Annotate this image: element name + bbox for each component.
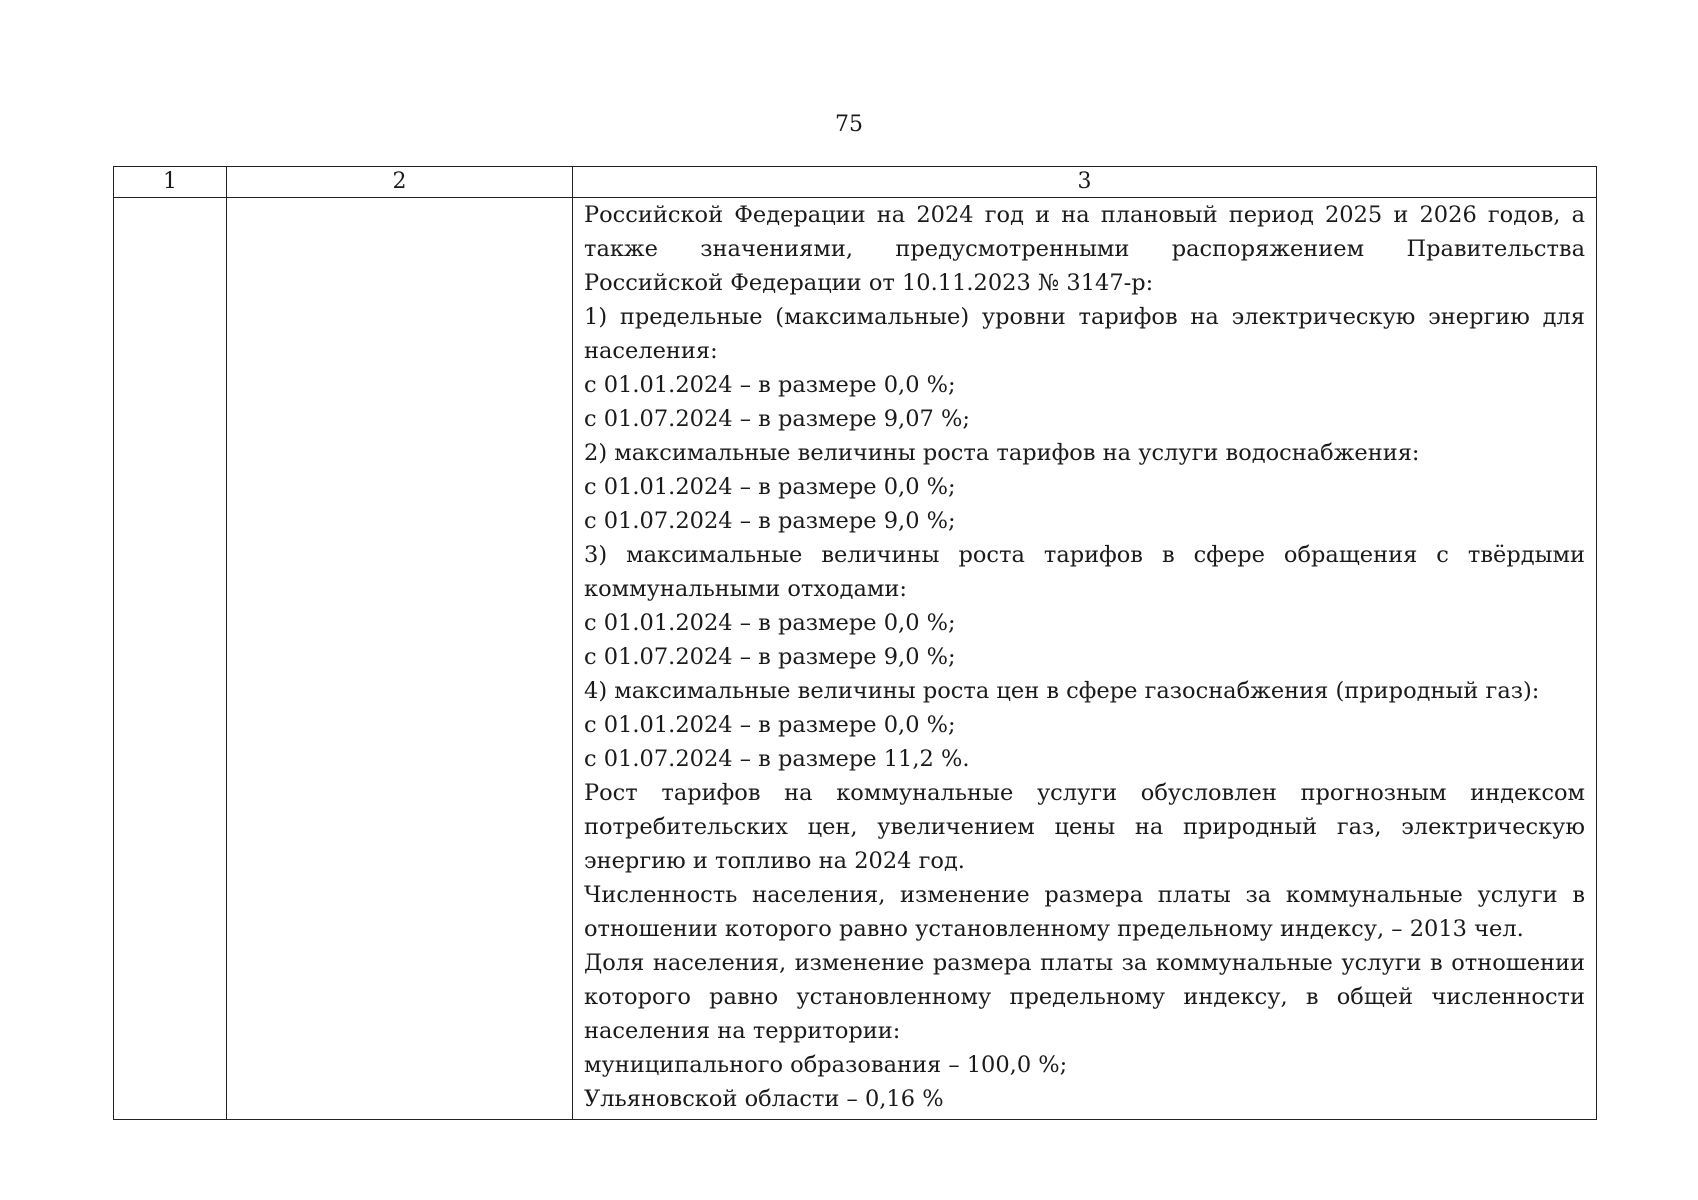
- column-header-2: 2: [227, 167, 573, 198]
- content-paragraph: с 01.01.2024 – в размере 0,0 %;: [584, 712, 956, 738]
- table-row: [114, 198, 1597, 1120]
- content-paragraph: 3) максимальные величины роста тарифов в сфере обращения с твёрдыми коммунальными отходами:: [584, 542, 1585, 602]
- table-cell-content: [573, 198, 1597, 1120]
- content-paragraph: 1) предельные (максимальные) уровни тарифов на электрическую энергию для населения:: [584, 304, 1585, 364]
- content-paragraph: 2) максимальные величины роста тарифов на услуги водоснабжения:: [584, 440, 1420, 466]
- content-paragraph: с 01.07.2024 – в размере 9,0 %;: [584, 508, 956, 534]
- content-paragraph: муниципального образования – 100,0 %;: [584, 1052, 1068, 1078]
- content-paragraph: с 01.01.2024 – в размере 0,0 %;: [584, 372, 956, 398]
- content-paragraph: Доля населения, изменение размера платы за коммунальные услуги в отношении которого равно установленному предельному индексу, в общей численности населения на территории:: [584, 950, 1585, 1044]
- content-paragraph: с 01.07.2024 – в размере 11,2 %.: [584, 746, 970, 772]
- content-paragraph: Российской Федерации на 2024 год и на плановый период 2025 и 2026 годов, а также значениями, предусмотренными распоряжением Правительства Российской Федерации от 10.11.2023 № 3147-р:: [584, 202, 1585, 296]
- table-header-row: [114, 167, 1597, 198]
- content-paragraph: с 01.07.2024 – в размере 9,0 %;: [584, 644, 956, 670]
- column-header-3: 3: [573, 167, 1597, 198]
- document-table: [113, 166, 1597, 1120]
- content-paragraph: с 01.07.2024 – в размере 9,07 %;: [584, 406, 970, 432]
- content-paragraph: с 01.01.2024 – в размере 0,0 %;: [584, 610, 956, 636]
- content-paragraph: с 01.01.2024 – в размере 0,0 %;: [584, 474, 956, 500]
- table-cell-col1: [114, 198, 227, 1120]
- column-header-1: 1: [114, 167, 227, 198]
- content-paragraph: 4) максимальные величины роста цен в сфере газоснабжения (природный газ):: [584, 678, 1540, 704]
- table-cell-col2: [227, 198, 573, 1120]
- content-paragraph: Ульяновской области – 0,16 %: [584, 1086, 944, 1112]
- page-number: 75: [835, 112, 863, 137]
- content-paragraph: Численность населения, изменение размера платы за коммунальные услуги в отношении которого равно установленному предельному индексу, – 2013 чел.: [584, 882, 1585, 942]
- content-paragraph: Рост тарифов на коммунальные услуги обусловлен прогнозным индексом потребительских цен, увеличением цены на природный газ, электрическую энергию и топливо на 2024 год.: [584, 780, 1585, 874]
